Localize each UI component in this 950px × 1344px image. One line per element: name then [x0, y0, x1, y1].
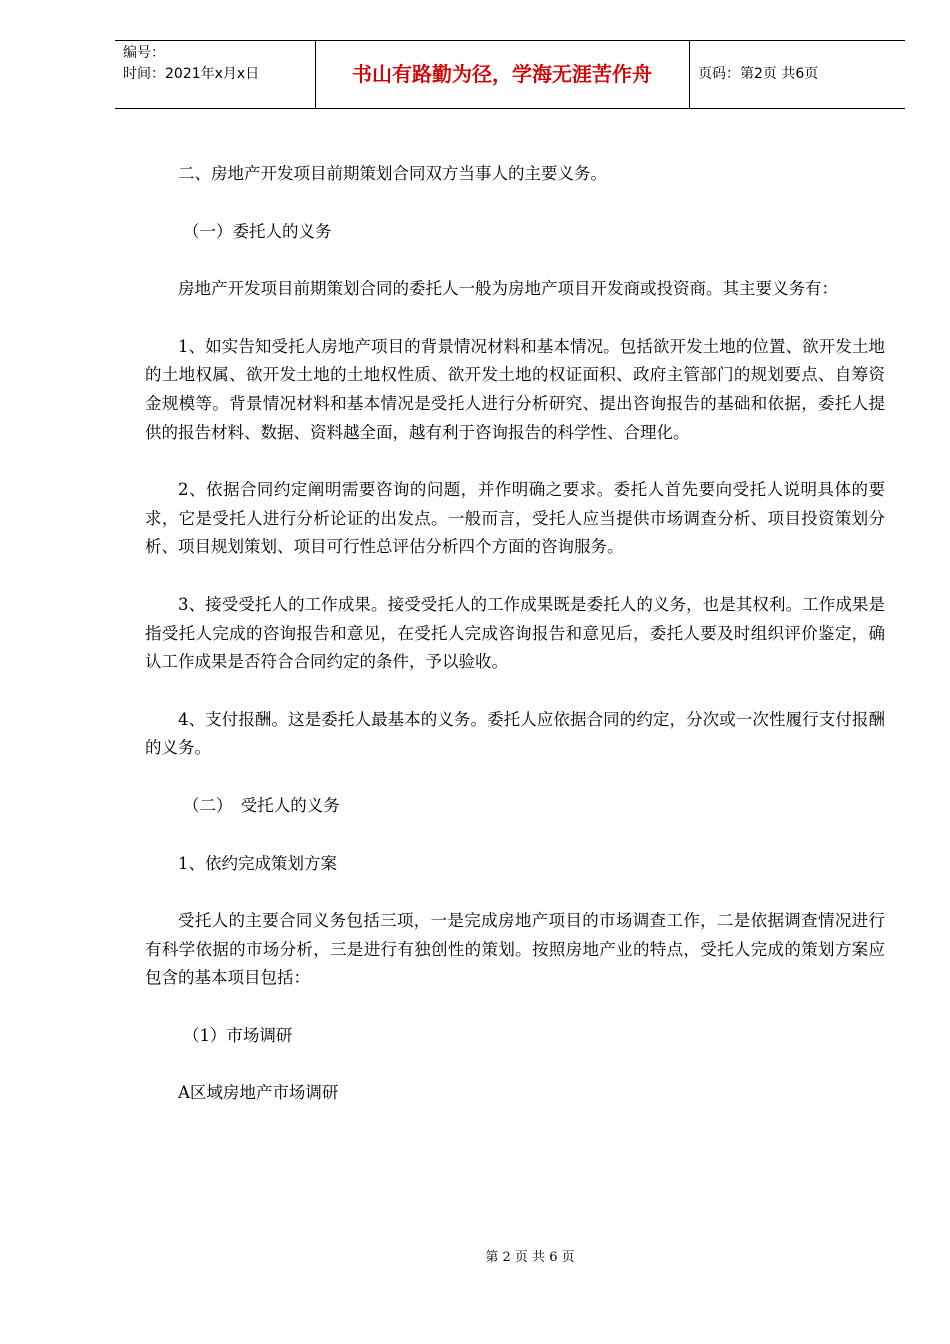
header-motto: 书山有路勤为径，学海无涯苦作舟	[315, 41, 690, 108]
document-body	[145, 160, 885, 1137]
subsection-heading: （二） 受托人的义务	[182, 795, 340, 815]
subsection-heading: （一）委托人的义务	[182, 221, 332, 241]
body-paragraph: 4、支付报酬。这是委托人最基本的义务。委托人应依据合同的约定，分次或一次性履行支付报酬的义务。	[145, 709, 885, 758]
document-time-label: 时间：2021年x月x日	[123, 66, 260, 82]
list-heading: A区域房地产市场调研	[178, 1083, 339, 1103]
list-heading: 1、依约完成策划方案	[178, 853, 337, 873]
body-paragraph: 2、依据合同约定阐明需要咨询的问题，并作明确之要求。委托人首先要向受托人说明具体的要求，它是受托人进行分析论证的出发点。一般而言，受托人应当提供市场调查分析、项目投资策划分析、项目规划策划、项目可行性总评估分析四个方面的咨询服务。	[145, 480, 885, 557]
list-heading: （1）市场调研	[182, 1025, 293, 1045]
page-footer: 第 2 页 共 6 页	[485, 1250, 575, 1265]
header-meta-cell	[115, 41, 316, 108]
document-number-label: 编号：	[123, 45, 165, 61]
body-paragraph: 1、如实告知受托人房地产项目的背景情况材料和基本情况。包括欲开发土地的位置、欲开发土地的土地权属、欲开发土地的土地权性质、欲开发土地的权证面积、政府主管部门的规划要点、自筹资金规模等。背景情况材料和基本情况是受托人进行分析研究、提出咨询报告的基础和依据，委托人提供的报告材料、数据、资料越全面，越有利于咨询报告的科学性、合理化。	[145, 336, 885, 442]
body-paragraph: 房地产开发项目前期策划合同的委托人一般为房地产项目开发商或投资商。其主要义务有：	[178, 279, 838, 299]
section-heading: 二、房地产开发项目前期策划合同双方当事人的主要义务。	[178, 164, 607, 183]
body-paragraph: 3、接受受托人的工作成果。接受受托人的工作成果既是委托人的义务，也是其权利。工作成果是指受托人完成的咨询报告和意见，在受托人完成咨询报告和意见后，委托人要及时组织评价鉴定，确认工作成果是否符合合同约定的条件，予以验收。	[145, 594, 885, 672]
body-paragraph: 受托人的主要合同义务包括三项，一是完成房地产项目的市场调查工作，二是依据调查情况进行有科学依据的市场分析，三是进行有独创性的策划。按照房地产业的特点，受托人完成的策划方案应包含的基本项目包括：	[145, 911, 885, 988]
page-header	[115, 40, 905, 109]
header-page-info: 页码：第2页 共6页	[698, 66, 819, 82]
